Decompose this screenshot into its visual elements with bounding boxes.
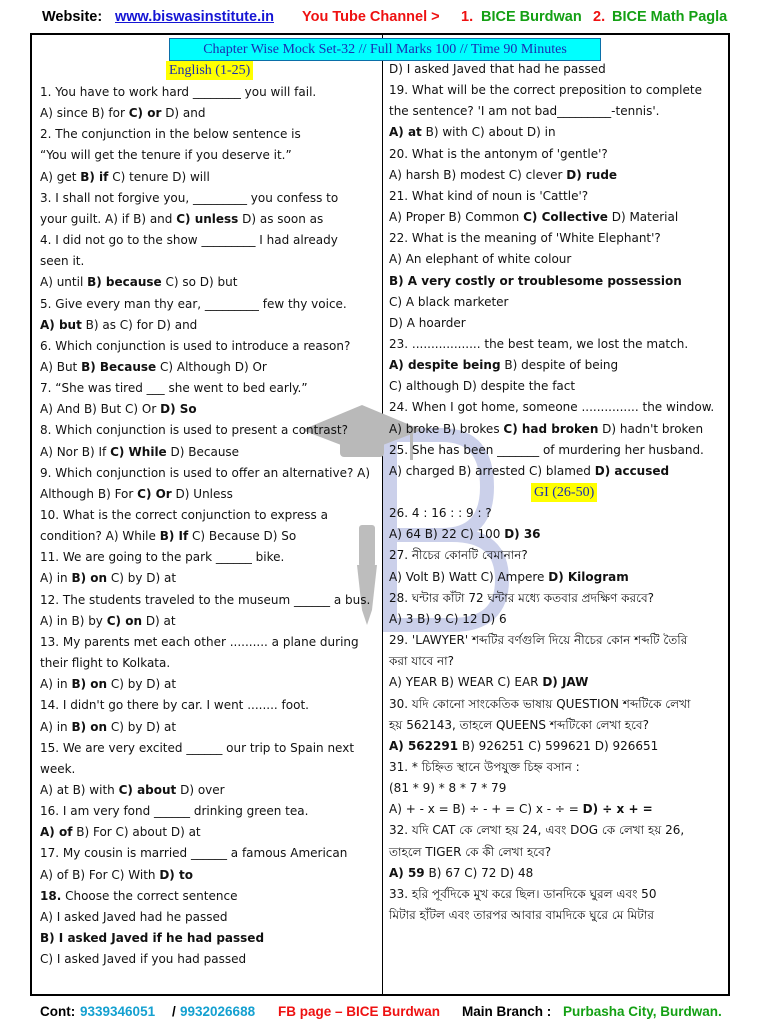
question-line: A) YEAR B) WEAR C) EAR D) JAW (389, 675, 589, 690)
correct-answer: D) accused (594, 463, 670, 478)
correct-answer: C) on (106, 613, 142, 628)
correct-answer: D) ÷ x + = (582, 802, 653, 817)
question-line: D) I asked Javed that had he passed (389, 62, 606, 76)
question-line: A) in B) on C) by D) at (40, 677, 177, 692)
question-line: condition? A) While B) If C) Because D) So (40, 529, 297, 544)
channel-2-number: 2. (593, 9, 606, 25)
question-line: 6. Which conjunction is used to introduce a reason? (40, 338, 351, 353)
correct-answer: D) Kilogram (548, 569, 629, 584)
question-line (40, 930, 380, 946)
section-label-english: English (1-25) (166, 61, 253, 80)
question-line: 17. My cousin is married ______ a famous American (40, 846, 348, 861)
question-line: 5. Give every man thy ear, _________ few thy voice. (40, 296, 347, 311)
correct-answer: C) unless (176, 211, 239, 226)
correct-answer: B) I asked Javed if he had passed (40, 931, 265, 945)
footer-bar (0, 998, 768, 1024)
correct-answer: D) rude (566, 167, 618, 182)
correct-answer: B) on (71, 677, 108, 692)
question-line: A) in B) by C) on D) at (40, 613, 176, 628)
question-line: A) since B) for C) or D) and (40, 106, 206, 121)
question-line: 27. নীচের কোনটি বেমানান? (389, 548, 528, 563)
question-line: “You will get the tenure if you deserve it.” (40, 148, 292, 163)
correct-answer: A) 562291 (389, 738, 459, 753)
question-line: 30. যদি কোনো সাংকেতিক ভাষায় QUESTION শব্দটিকে লেখা (389, 696, 691, 711)
question-line: A) Nor B) If C) While D) Because (40, 444, 240, 459)
header-bar (0, 0, 768, 34)
correct-answer: B) A very costly or troublesome possession (389, 273, 682, 288)
correct-answer: B) on (71, 719, 108, 734)
correct-answer: A) despite being (389, 358, 501, 373)
main-branch-label: Main Branch : (462, 1004, 552, 1019)
question-line: A) I asked Javed had he passed (40, 909, 228, 924)
question-line: A) 59 B) 67 C) 72 D) 48 (389, 865, 534, 880)
question-line: A) but B) as C) for D) and (40, 317, 198, 332)
question-line: 15. We are very excited ______ our trip to Spain next (40, 740, 355, 755)
question-line: A) at B) with C) about D) in (389, 125, 556, 140)
correct-answer: C) about (118, 782, 177, 797)
correct-answer: D) So (160, 402, 197, 417)
question-line: 32. যদি CAT কে লেখা হয় 24, এবং DOG কে লেখা হয় 26, (389, 823, 685, 838)
question-line: A) + - x = B) ÷ - + = C) x - ÷ = D) ÷ x + = (389, 802, 653, 817)
correct-answer: 18. (40, 888, 62, 903)
question-line: 12. The students traveled to the museum ______ a bus. (40, 592, 371, 607)
question-line: করা যাবে না? (389, 654, 455, 669)
correct-answer: C) Collective (523, 210, 608, 225)
correct-answer: B) because (87, 275, 162, 290)
phone-2[interactable]: 9932026688 (180, 1004, 256, 1019)
website-label: Website: (42, 9, 103, 25)
website-link[interactable]: www.biswasinstitute.in (115, 9, 274, 25)
question-line: 28. ঘন্টার কাঁটা 72 ঘন্টার মধ্যে কতবার প্রদক্ষিণ করবে? (389, 590, 655, 605)
question-line (389, 273, 729, 289)
correct-answer: A) 59 (389, 865, 425, 880)
question-line: A) despite being B) despite of being (389, 358, 619, 373)
question-line: 8. Which conjunction is used to present a contrast? (40, 423, 348, 438)
question-line: 20. What is the antonym of 'gentle'? (389, 146, 608, 161)
question-line: Although B) For C) Or D) Unless (40, 486, 233, 501)
question-line: A) But B) Because C) Although D) Or (40, 359, 267, 374)
channel-1-name[interactable]: BICE Burdwan (481, 9, 582, 25)
question-line: 14. I didn't go there by car. I went ........ foot. (40, 698, 309, 713)
correct-answer: C) had broken (503, 421, 599, 436)
facebook-page[interactable]: FB page – BICE Burdwan (278, 1004, 441, 1019)
question-line: 3. I shall not forgive you, _________ you confess to (40, 190, 339, 205)
question-line: A) of B) For C) With D) to (40, 867, 193, 882)
question-line: 19. What will be the correct preposition to complete (389, 83, 702, 98)
question-line: 33. হরি পূর্বদিকে মুখ করে ছিল। ডানদিকে ঘুরল এবং 50 (389, 886, 657, 901)
question-line: 22. What is the meaning of 'White Elephant'? (389, 231, 661, 246)
correct-answer: D) 36 (504, 527, 541, 542)
question-line: A) until B) because C) so D) but (40, 275, 238, 290)
question-line: তাহলে TIGER কে কী লেখা হবে? (389, 844, 552, 859)
youtube-label: You Tube Channel > (302, 9, 440, 25)
contact-label: Cont: (40, 1004, 76, 1019)
question-line: 2. The conjunction in the below sentence is (40, 127, 301, 142)
question-line: A) at B) with C) about D) over (40, 782, 225, 797)
main-branch-address: Purbasha City, Burdwan. (563, 1004, 722, 1019)
question-line: 23. .................. the best team, we lost the match. (389, 336, 689, 351)
question-line: 29. 'LAWYER' শব্দটির বর্ণগুলি দিয়ে নীচের কোন শব্দটি তৈরি (389, 633, 688, 648)
question-line: 31. * চিহ্নিত স্থানে উপযুক্ত চিহ্ন বসান : (389, 759, 580, 774)
correct-answer: B) If (159, 529, 189, 544)
correct-answer: D) to (159, 867, 193, 882)
question-line: week. (40, 761, 76, 776)
question-line: 24. When I got home, someone ............... the window. (389, 400, 715, 415)
correct-answer: B) Because (81, 359, 157, 374)
question-line: 21. What kind of noun is 'Cattle'? (389, 188, 589, 203)
question-line: 25. She has been _______ of murdering her husband. (389, 442, 704, 457)
question-line: seen it. (40, 254, 85, 269)
question-line: A) 64 B) 22 C) 100 D) 36 (389, 527, 541, 542)
question-line: 18. Choose the correct sentence (40, 888, 238, 903)
correct-answer: A) of (40, 825, 73, 840)
question-line: A) in B) on C) by D) at (40, 719, 177, 734)
question-line: A) get B) if C) tenure D) will (40, 169, 210, 184)
worksheet-frame (30, 33, 730, 996)
question-line: A) of B) For C) about D) at (40, 825, 201, 840)
question-line: A) broke B) brokes C) had broken D) hadn't broken (389, 421, 704, 436)
question-line: 16. I am very fond ______ drinking green tea. (40, 804, 309, 819)
section-label-gi: GI (26-50) (531, 483, 597, 502)
correct-answer: C) Or (137, 486, 172, 501)
channel-2-name[interactable]: BICE Math Pagla (612, 9, 728, 25)
question-line: the sentence? 'I am not bad_________-tennis'. (389, 104, 660, 119)
phone-1[interactable]: 9339346051 (80, 1004, 156, 1019)
question-line: 4. I did not go to the show _________ I had already (40, 233, 338, 248)
correct-answer: C) While (110, 444, 167, 459)
question-line: C) A black marketer (389, 294, 509, 309)
question-line: your guilt. A) if B) and C) unless D) as soon as (40, 211, 324, 226)
phone-separator: / (172, 1004, 176, 1019)
question-line: A) An elephant of white colour (389, 252, 572, 267)
question-line: A) in B) on C) by D) at (40, 571, 177, 586)
question-line: 11. We are going to the park ______ bike. (40, 550, 285, 565)
question-line: A) harsh B) modest C) clever D) rude (389, 167, 618, 182)
question-line: মিটার হাঁটল এবং তারপর আবার বামদিকে ঘুরে মে মিটার (389, 908, 654, 922)
channel-1-number: 1. (461, 9, 474, 25)
question-line: C) I asked Javed if you had passed (40, 952, 247, 967)
question-line: 26. 4 : 16 : : 9 : ? (389, 506, 492, 521)
correct-answer: A) but (40, 317, 82, 332)
correct-answer: B) if (80, 169, 109, 184)
correct-answer: D) JAW (542, 675, 589, 690)
question-line: 9. Which conjunction is used to offer an alternative? A) (40, 465, 371, 480)
question-line: 7. “She was tired ___ she went to bed early.” (40, 381, 308, 396)
question-line: (81 * 9) * 8 * 7 * 79 (389, 781, 507, 796)
question-line: হয় 562143, তাহলে QUEENS শব্দটিকো লেখা হবে? (389, 717, 649, 732)
question-line: their flight to Kolkata. (40, 656, 171, 671)
correct-answer: C) or (128, 106, 162, 121)
question-line: C) although D) despite the fact (389, 379, 576, 394)
question-line: A) Volt B) Watt C) Ampere D) Kilogram (389, 569, 629, 584)
question-line: A) And B) But C) Or D) So (40, 402, 197, 417)
question-line: A) charged B) arrested C) blamed D) accused (389, 463, 670, 478)
question-line: 1. You have to work hard ________ you will fail. (40, 85, 317, 99)
question-line: 13. My parents met each other .......... a plane during (40, 634, 359, 649)
paper-title: Chapter Wise Mock Set-32 // Full Marks 100 // Time 90 Minutes (169, 38, 601, 61)
question-line: 10. What is the correct conjunction to express a (40, 508, 328, 522)
question-line: A) 3 B) 9 C) 12 D) 6 (389, 611, 507, 626)
question-line: A) Proper B) Common C) Collective D) Material (389, 210, 679, 225)
correct-answer: B) on (71, 571, 108, 586)
question-line: A) 562291 B) 926251 C) 599621 D) 926651 (389, 738, 659, 753)
question-line: D) A hoarder (389, 315, 466, 330)
correct-answer: A) at (389, 125, 422, 140)
